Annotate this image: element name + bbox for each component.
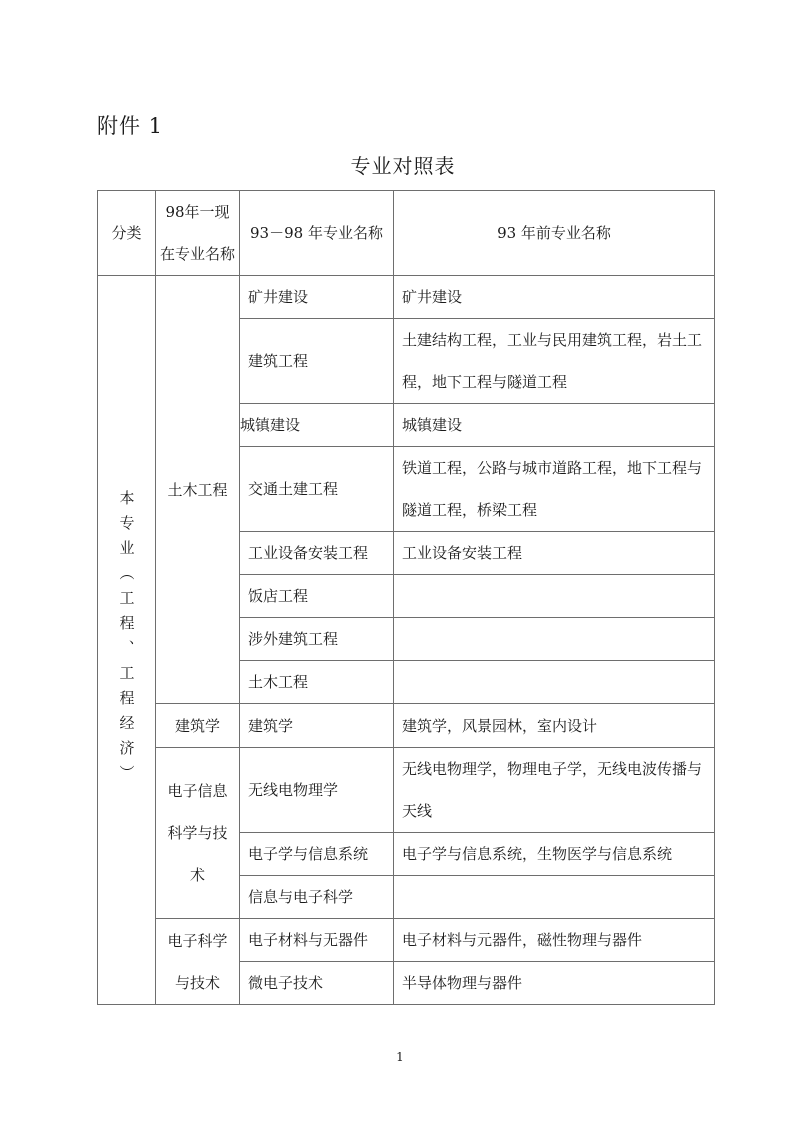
name-pre-93-cell: 城镇建设 bbox=[394, 404, 715, 447]
header-current-name-line2: 在专业名称 bbox=[159, 245, 235, 263]
current-name-cell: 土木工程 bbox=[156, 276, 240, 704]
name-pre-93-cell: 土建结构工程，工业与民用建筑工程，岩土工程，地下工程与隧道工程 bbox=[394, 319, 715, 404]
page-number: 1 bbox=[396, 1050, 404, 1064]
name-pre-93-cell: 建筑学，风景园林，室内设计 bbox=[394, 704, 715, 748]
name-93-98-cell: 矿井建设 bbox=[240, 276, 394, 319]
header-name-pre-93: 93 年前专业名称 bbox=[394, 191, 715, 276]
name-93-98-cell: 无线电物理学 bbox=[240, 748, 394, 833]
major-comparison-table bbox=[97, 190, 715, 1005]
table-row bbox=[98, 919, 715, 962]
current-name-cell: 建筑学 bbox=[156, 704, 240, 748]
header-current-name-line1: 98年一现 bbox=[165, 203, 230, 221]
category-cell bbox=[98, 276, 156, 1005]
name-93-98-cell: 微电子技术 bbox=[240, 962, 394, 1005]
name-93-98-cell: 土木工程 bbox=[240, 661, 394, 704]
header-name-93-98: 93－98 年专业名称 bbox=[240, 191, 394, 276]
current-name-cell bbox=[156, 748, 240, 919]
current-name-line: 电子信息 bbox=[167, 782, 228, 800]
name-93-98-cell: 交通土建工程 bbox=[240, 447, 394, 532]
current-name-cell bbox=[156, 919, 240, 1005]
attachment-label: 附件 1 bbox=[97, 114, 164, 138]
document-title: 专业对照表 bbox=[350, 154, 456, 178]
name-pre-93-cell: 工业设备安装工程 bbox=[394, 532, 715, 575]
name-93-98-cell: 工业设备安装工程 bbox=[240, 532, 394, 575]
current-name-line: 术 bbox=[189, 866, 205, 884]
name-pre-93-cell bbox=[394, 661, 715, 704]
name-pre-93-cell bbox=[394, 876, 715, 919]
header-current-name bbox=[156, 191, 240, 276]
name-93-98-cell: 电子材料与无器件 bbox=[240, 919, 394, 962]
table-header-row bbox=[98, 191, 715, 276]
name-pre-93-cell bbox=[394, 575, 715, 618]
table-row bbox=[98, 704, 715, 748]
name-93-98-cell: 电子学与信息系统 bbox=[240, 833, 394, 876]
name-pre-93-cell: 半导体物理与器件 bbox=[394, 962, 715, 1005]
name-93-98-cell: 城镇建设 bbox=[240, 404, 394, 447]
current-name-line: 科学与技 bbox=[167, 824, 228, 842]
category-label: 本专业（工程、工程经济） bbox=[117, 490, 136, 790]
table-row bbox=[98, 748, 715, 833]
name-93-98-cell: 饭店工程 bbox=[240, 575, 394, 618]
name-93-98-cell: 建筑工程 bbox=[240, 319, 394, 404]
current-name-line: 与技术 bbox=[174, 973, 220, 992]
header-category: 分类 bbox=[98, 191, 156, 276]
name-pre-93-cell bbox=[394, 618, 715, 661]
name-93-98-cell: 涉外建筑工程 bbox=[240, 618, 394, 661]
name-pre-93-cell: 矿井建设 bbox=[394, 276, 715, 319]
name-93-98-cell: 信息与电子科学 bbox=[240, 876, 394, 919]
current-name-line: 电子科学 bbox=[167, 931, 228, 950]
name-pre-93-cell: 无线电物理学，物理电子学，无线电波传播与天线 bbox=[394, 748, 715, 833]
name-93-98-cell: 建筑学 bbox=[240, 704, 394, 748]
table-row bbox=[98, 276, 715, 319]
name-pre-93-cell: 铁道工程，公路与城市道路工程，地下工程与隧道工程，桥梁工程 bbox=[394, 447, 715, 532]
name-pre-93-cell: 电子材料与元器件，磁性物理与器件 bbox=[394, 919, 715, 962]
name-pre-93-cell: 电子学与信息系统，生物医学与信息系统 bbox=[394, 833, 715, 876]
